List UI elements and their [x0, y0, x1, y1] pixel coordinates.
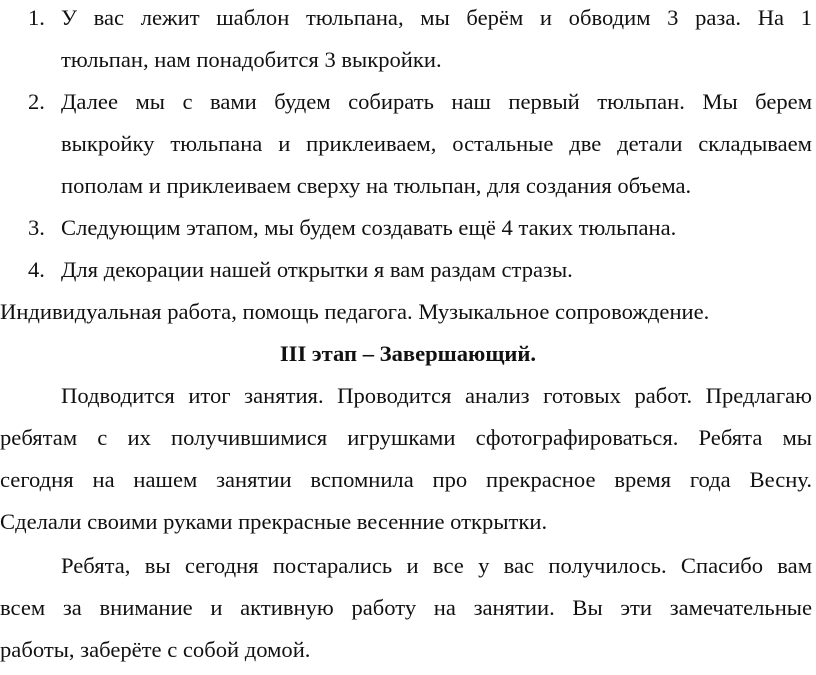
list-item-2-continuation — [0, 165, 816, 207]
paragraph-line — [0, 629, 816, 671]
paragraph-line-text: Сделали своими руками прекрасные весенние открытки. — [0, 509, 548, 534]
list-item-1 — [0, 0, 816, 39]
paragraph-line — [0, 545, 816, 587]
paragraph-line — [0, 375, 816, 417]
paragraph-line-text: ребятам с их получившимися игрушками сфотографироваться. Ребята мы — [0, 425, 812, 450]
stage-heading: III этап – Завершающий. — [279, 341, 537, 366]
list-item-line: пополам и приклеиваем сверху на тюльпан, для создания объема. — [61, 173, 692, 198]
paragraph-line-text: сегодня на нашем занятии вспомнила про прекрасное время года Весну. — [0, 467, 812, 492]
list-item-number: 3. — [28, 215, 45, 240]
list-item-number: 4. — [28, 257, 45, 282]
paragraph-line-text: всем за внимание и активную работу на занятии. Вы эти замечательные — [0, 595, 812, 620]
paragraph-line — [0, 459, 816, 501]
paragraph-line — [0, 587, 816, 629]
list-item-3 — [0, 207, 816, 249]
activity-note-text: Индивидуальная работа, помощь педагога. Музыкальное сопровождение. — [0, 299, 710, 324]
list-item-line: тюльпан, нам понадобится 3 выкройки. — [61, 47, 442, 72]
paragraph-line-text: Подводится итог занятия. Проводится анализ готовых работ. Предлагаю — [61, 383, 812, 408]
list-item-line: Для декорации нашей открытки я вам раздам стразы. — [61, 257, 573, 282]
activity-note — [0, 291, 816, 333]
paragraph-line-text: работы, заберёте с собой домой. — [0, 637, 311, 662]
list-item-line: Далее мы с вами будем собирать наш первый тюльпан. Мы берем — [61, 89, 812, 114]
paragraph-line — [0, 501, 816, 543]
list-item-1-continuation — [0, 39, 816, 81]
list-item-line: Следующим этапом, мы будем создавать ещё 4 таких тюльпана. — [61, 215, 677, 240]
list-item-2-continuation — [0, 123, 816, 165]
list-item-line: выкройку тюльпана и приклеиваем, остальные две детали складываем — [61, 131, 812, 156]
paragraph-line — [0, 417, 816, 459]
list-item-number: 2. — [28, 89, 45, 114]
paragraph-line-text: Ребята, вы сегодня постарались и все у вас получилось. Спасибо вам — [61, 553, 812, 578]
list-item-line: У вас лежит шаблон тюльпана, мы берём и обводим 3 раза. На 1 — [61, 5, 812, 30]
list-item-4 — [0, 249, 816, 291]
list-item-2 — [0, 81, 816, 123]
list-item-number: 1. — [28, 5, 45, 30]
